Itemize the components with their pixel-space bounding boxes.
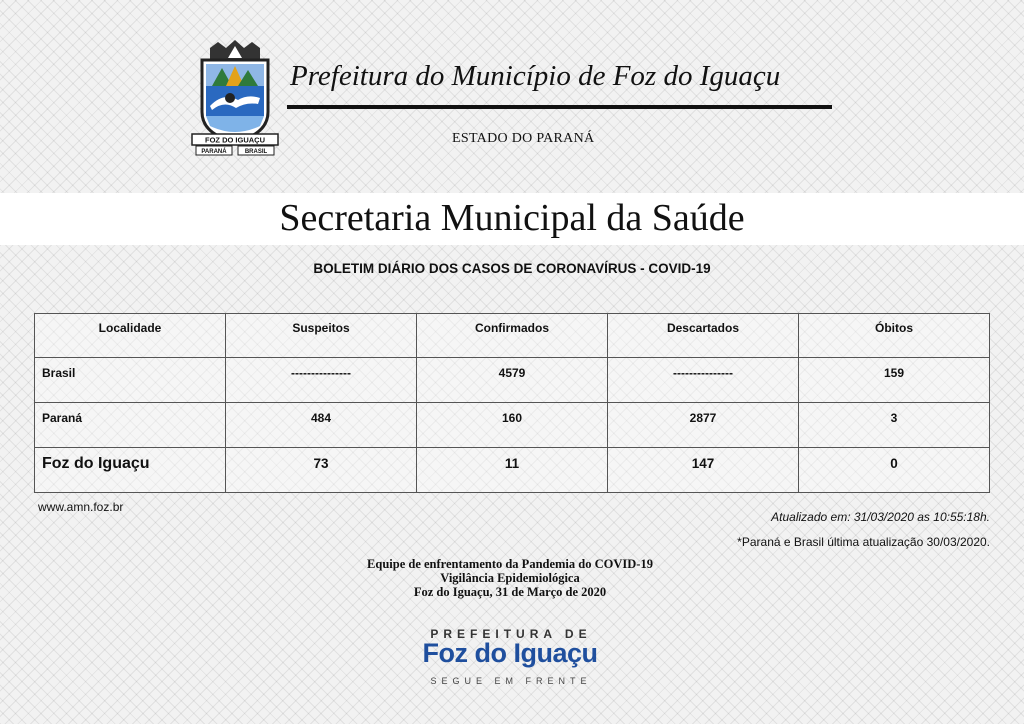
footer-line-team: Equipe de enfrentamento da Pandemia do COVID-19 bbox=[367, 557, 653, 571]
cell-obitos: 0 bbox=[799, 448, 990, 493]
cell-suspeitos: 484 bbox=[226, 403, 417, 448]
logo-foz-do-iguacu: Foz do Iguaçu bbox=[422, 638, 598, 668]
crest-city-label: FOZ DO IGUAÇU bbox=[205, 135, 265, 145]
table-header-row bbox=[35, 314, 990, 358]
crest-right-ribbon: BRASIL bbox=[244, 149, 268, 155]
cell-confirmados: 4579 bbox=[417, 358, 608, 403]
cell-suspeitos: --------------- bbox=[226, 358, 417, 403]
header-obitos: Óbitos bbox=[799, 314, 990, 358]
cell-obitos: 159 bbox=[799, 358, 990, 403]
header-confirmados: Confirmados bbox=[417, 314, 608, 358]
prefeitura-title: Prefeitura do Município de Foz do Iguaçu bbox=[290, 60, 781, 92]
table-row bbox=[35, 448, 990, 493]
cell-confirmados: 11 bbox=[417, 448, 608, 493]
table-row bbox=[35, 358, 990, 403]
estado-subtitle: ESTADO DO PARANÁ bbox=[452, 131, 595, 146]
secretaria-title: Secretaria Municipal da Saúde bbox=[279, 197, 745, 239]
cell-localidade: Brasil bbox=[35, 358, 226, 403]
cell-obitos: 3 bbox=[799, 403, 990, 448]
covid-cases-table bbox=[34, 313, 990, 493]
footer-line-date: Foz do Iguaçu, 31 de Março de 2020 bbox=[413, 585, 607, 599]
logo-tagline: SEGUE EM FRENTE bbox=[430, 676, 592, 686]
table-row bbox=[35, 403, 990, 448]
cell-suspeitos: 73 bbox=[226, 448, 417, 493]
cell-descartados: --------------- bbox=[608, 358, 799, 403]
city-crest-logo bbox=[188, 38, 282, 162]
header-descartados: Descartados bbox=[608, 314, 799, 358]
update-note: *Paraná e Brasil última atualização 30/03/2020. bbox=[737, 535, 990, 549]
logo-prefeitura-de: PREFEITURA DE bbox=[430, 627, 592, 641]
updated-timestamp: Atualizado em: 31/03/2020 as 10:55:18h. bbox=[771, 510, 990, 524]
website-text: www.amn.foz.br bbox=[38, 500, 124, 514]
title-rule-divider bbox=[287, 105, 832, 109]
header-suspeitos: Suspeitos bbox=[226, 314, 417, 358]
footer-line-vigilancia: Vigilância Epidemiológica bbox=[440, 571, 580, 585]
boletim-heading: BOLETIM DIÁRIO DOS CASOS DE CORONAVÍRUS - COVID-19 bbox=[313, 261, 711, 276]
cell-confirmados: 160 bbox=[417, 403, 608, 448]
cell-localidade: Foz do Iguaçu bbox=[35, 448, 226, 493]
cell-localidade: Paraná bbox=[35, 403, 226, 448]
cell-descartados: 2877 bbox=[608, 403, 799, 448]
header-localidade: Localidade bbox=[35, 314, 226, 358]
footer-credits bbox=[250, 557, 770, 599]
crest-left-ribbon: PARANÁ bbox=[201, 149, 227, 155]
cell-descartados: 147 bbox=[608, 448, 799, 493]
